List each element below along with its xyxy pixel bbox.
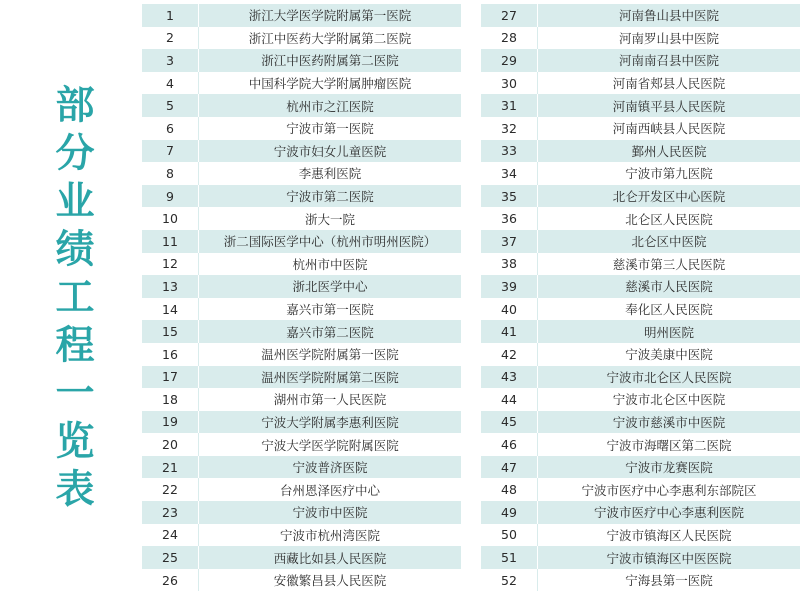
table-row xyxy=(481,162,800,185)
row-number: 38 xyxy=(481,253,538,276)
table-row xyxy=(142,411,461,434)
table-row xyxy=(142,298,461,321)
table-row xyxy=(142,546,461,569)
row-hospital-name: 宁波普济医院 xyxy=(199,456,462,479)
row-number: 46 xyxy=(481,433,538,456)
table-row xyxy=(481,501,800,524)
table-row xyxy=(142,275,461,298)
row-number: 42 xyxy=(481,343,538,366)
table-row xyxy=(142,320,461,343)
row-hospital-name: 宁波市第九医院 xyxy=(538,162,800,185)
row-hospital-name: 宁波市慈溪市中医院 xyxy=(538,411,800,434)
table-row xyxy=(142,49,461,72)
table-row xyxy=(481,117,800,140)
row-hospital-name: 慈溪市第三人民医院 xyxy=(538,253,800,276)
table-row xyxy=(481,230,800,253)
table-row xyxy=(481,49,800,72)
row-number: 32 xyxy=(481,117,538,140)
row-number: 20 xyxy=(142,433,199,456)
table-row xyxy=(481,569,800,592)
table-row xyxy=(481,207,800,230)
row-hospital-name: 宁波美康中医院 xyxy=(538,343,800,366)
row-number: 3 xyxy=(142,49,199,72)
row-number: 43 xyxy=(481,366,538,389)
row-number: 47 xyxy=(481,456,538,479)
table-row xyxy=(481,456,800,479)
row-hospital-name: 浙二国际医学中心（杭州市明州医院） xyxy=(199,230,462,253)
row-number: 22 xyxy=(142,478,199,501)
table-row xyxy=(481,433,800,456)
row-number: 44 xyxy=(481,388,538,411)
row-number: 50 xyxy=(481,524,538,547)
table-row xyxy=(481,478,800,501)
row-number: 8 xyxy=(142,162,199,185)
table-row xyxy=(142,117,461,140)
table-row xyxy=(481,185,800,208)
table-row xyxy=(142,433,461,456)
table-row xyxy=(142,185,461,208)
row-hospital-name: 杭州市中医院 xyxy=(199,253,462,276)
table-row xyxy=(481,140,800,163)
table-row xyxy=(481,298,800,321)
row-hospital-name: 宁波市北仑区人民医院 xyxy=(538,366,800,389)
row-hospital-name: 明州医院 xyxy=(538,320,800,343)
row-number: 29 xyxy=(481,49,538,72)
row-number: 7 xyxy=(142,140,199,163)
table-row xyxy=(481,546,800,569)
table-row xyxy=(142,366,461,389)
table-row xyxy=(142,253,461,276)
row-hospital-name: 浙大一院 xyxy=(199,207,462,230)
row-number: 49 xyxy=(481,501,538,524)
row-number: 31 xyxy=(481,94,538,117)
row-hospital-name: 西藏比如县人民医院 xyxy=(199,546,462,569)
row-hospital-name: 宁波大学附属李惠利医院 xyxy=(199,411,462,434)
table-row xyxy=(142,27,461,50)
row-number: 21 xyxy=(142,456,199,479)
table-row xyxy=(142,456,461,479)
table-row xyxy=(481,411,800,434)
row-number: 13 xyxy=(142,275,199,298)
table-row xyxy=(142,94,461,117)
row-hospital-name: 宁海县第一医院 xyxy=(538,569,800,592)
table-row xyxy=(481,72,800,95)
row-number: 26 xyxy=(142,569,199,592)
table-row xyxy=(142,4,461,27)
table-row xyxy=(142,569,461,592)
table-row xyxy=(481,524,800,547)
row-number: 37 xyxy=(481,230,538,253)
row-hospital-name: 宁波市杭州湾医院 xyxy=(199,524,462,547)
row-hospital-name: 中国科学院大学附属肿瘤医院 xyxy=(199,72,462,95)
row-number: 35 xyxy=(481,185,538,208)
row-number: 51 xyxy=(481,546,538,569)
row-number: 41 xyxy=(481,320,538,343)
row-hospital-name: 台州恩泽医疗中心 xyxy=(199,478,462,501)
row-number: 24 xyxy=(142,524,199,547)
row-hospital-name: 宁波市第二医院 xyxy=(199,185,462,208)
table-row xyxy=(481,275,800,298)
row-hospital-name: 宁波市北仑区中医院 xyxy=(538,388,800,411)
row-hospital-name: 鄞州人民医院 xyxy=(538,140,800,163)
row-hospital-name: 宁波市中医院 xyxy=(199,501,462,524)
row-number: 39 xyxy=(481,275,538,298)
row-hospital-name: 北仑区中医院 xyxy=(538,230,800,253)
row-number: 27 xyxy=(481,4,538,27)
row-number: 40 xyxy=(481,298,538,321)
row-hospital-name: 李惠利医院 xyxy=(199,162,462,185)
table-row xyxy=(481,253,800,276)
table-row xyxy=(481,27,800,50)
row-number: 23 xyxy=(142,501,199,524)
table-row xyxy=(481,94,800,117)
row-hospital-name: 宁波市龙赛医院 xyxy=(538,456,800,479)
table-row xyxy=(142,343,461,366)
row-hospital-name: 河南罗山县中医院 xyxy=(538,27,800,50)
row-hospital-name: 浙江大学医学院附属第一医院 xyxy=(199,4,462,27)
table-row xyxy=(481,4,800,27)
row-hospital-name: 浙江中医药附属第二医院 xyxy=(199,49,462,72)
row-number: 14 xyxy=(142,298,199,321)
table-row xyxy=(142,524,461,547)
row-hospital-name: 河南镇平县人民医院 xyxy=(538,94,800,117)
row-hospital-name: 温州医学院附属第二医院 xyxy=(199,366,462,389)
row-hospital-name: 奉化区人民医院 xyxy=(538,298,800,321)
row-number: 34 xyxy=(481,162,538,185)
row-hospital-name: 浙北医学中心 xyxy=(199,275,462,298)
row-hospital-name: 宁波市妇女儿童医院 xyxy=(199,140,462,163)
table-row xyxy=(142,501,461,524)
row-hospital-name: 宁波市海曙区第二医院 xyxy=(538,433,800,456)
row-hospital-name: 慈溪市人民医院 xyxy=(538,275,800,298)
row-hospital-name: 嘉兴市第一医院 xyxy=(199,298,462,321)
table-row xyxy=(142,140,461,163)
row-number: 15 xyxy=(142,320,199,343)
title-column xyxy=(0,0,142,599)
row-hospital-name: 河南西峡县人民医院 xyxy=(538,117,800,140)
table-row xyxy=(481,366,800,389)
row-number: 11 xyxy=(142,230,199,253)
table-row xyxy=(481,320,800,343)
table-row xyxy=(142,162,461,185)
row-hospital-name: 宁波市第一医院 xyxy=(199,117,462,140)
hospital-table-left xyxy=(142,4,461,591)
table-row xyxy=(142,388,461,411)
row-hospital-name: 嘉兴市第二医院 xyxy=(199,320,462,343)
row-hospital-name: 宁波大学医学院附属医院 xyxy=(199,433,462,456)
tables-container xyxy=(142,0,800,591)
row-hospital-name: 河南南召县中医院 xyxy=(538,49,800,72)
row-number: 6 xyxy=(142,117,199,140)
table-row xyxy=(481,343,800,366)
table-row xyxy=(142,72,461,95)
row-number: 10 xyxy=(142,207,199,230)
row-hospital-name: 浙江中医药大学附属第二医院 xyxy=(199,27,462,50)
table-row xyxy=(481,388,800,411)
row-number: 5 xyxy=(142,94,199,117)
row-number: 16 xyxy=(142,343,199,366)
row-hospital-name: 北仑区人民医院 xyxy=(538,207,800,230)
row-number: 1 xyxy=(142,4,199,27)
table-row xyxy=(142,207,461,230)
row-hospital-name: 宁波市镇海区人民医院 xyxy=(538,524,800,547)
row-hospital-name: 安徽繁昌县人民医院 xyxy=(199,569,462,592)
row-hospital-name: 温州医学院附属第一医院 xyxy=(199,343,462,366)
row-number: 52 xyxy=(481,569,538,592)
row-hospital-name: 河南鲁山县中医院 xyxy=(538,4,800,27)
row-number: 18 xyxy=(142,388,199,411)
row-number: 45 xyxy=(481,411,538,434)
row-number: 33 xyxy=(481,140,538,163)
table-row xyxy=(142,230,461,253)
row-hospital-name: 湖州市第一人民医院 xyxy=(199,388,462,411)
hospital-table-right xyxy=(481,4,800,591)
row-number: 19 xyxy=(142,411,199,434)
row-number: 36 xyxy=(481,207,538,230)
row-hospital-name: 宁波市医疗中心李惠利医院 xyxy=(538,501,800,524)
row-number: 4 xyxy=(142,72,199,95)
row-hospital-name: 宁波市镇海区中医医院 xyxy=(538,546,800,569)
row-number: 9 xyxy=(142,185,199,208)
table-row xyxy=(142,478,461,501)
row-hospital-name: 北仑开发区中心医院 xyxy=(538,185,800,208)
row-number: 25 xyxy=(142,546,199,569)
row-number: 30 xyxy=(481,72,538,95)
row-number: 17 xyxy=(142,366,199,389)
row-hospital-name: 宁波市医疗中心李惠利东部院区 xyxy=(538,478,800,501)
page-title: 部分业绩工程一览表 xyxy=(49,83,95,516)
row-number: 12 xyxy=(142,253,199,276)
row-number: 48 xyxy=(481,478,538,501)
row-hospital-name: 杭州市之江医院 xyxy=(199,94,462,117)
row-number: 28 xyxy=(481,27,538,50)
row-number: 2 xyxy=(142,27,199,50)
row-hospital-name: 河南省郏县人民医院 xyxy=(538,72,800,95)
